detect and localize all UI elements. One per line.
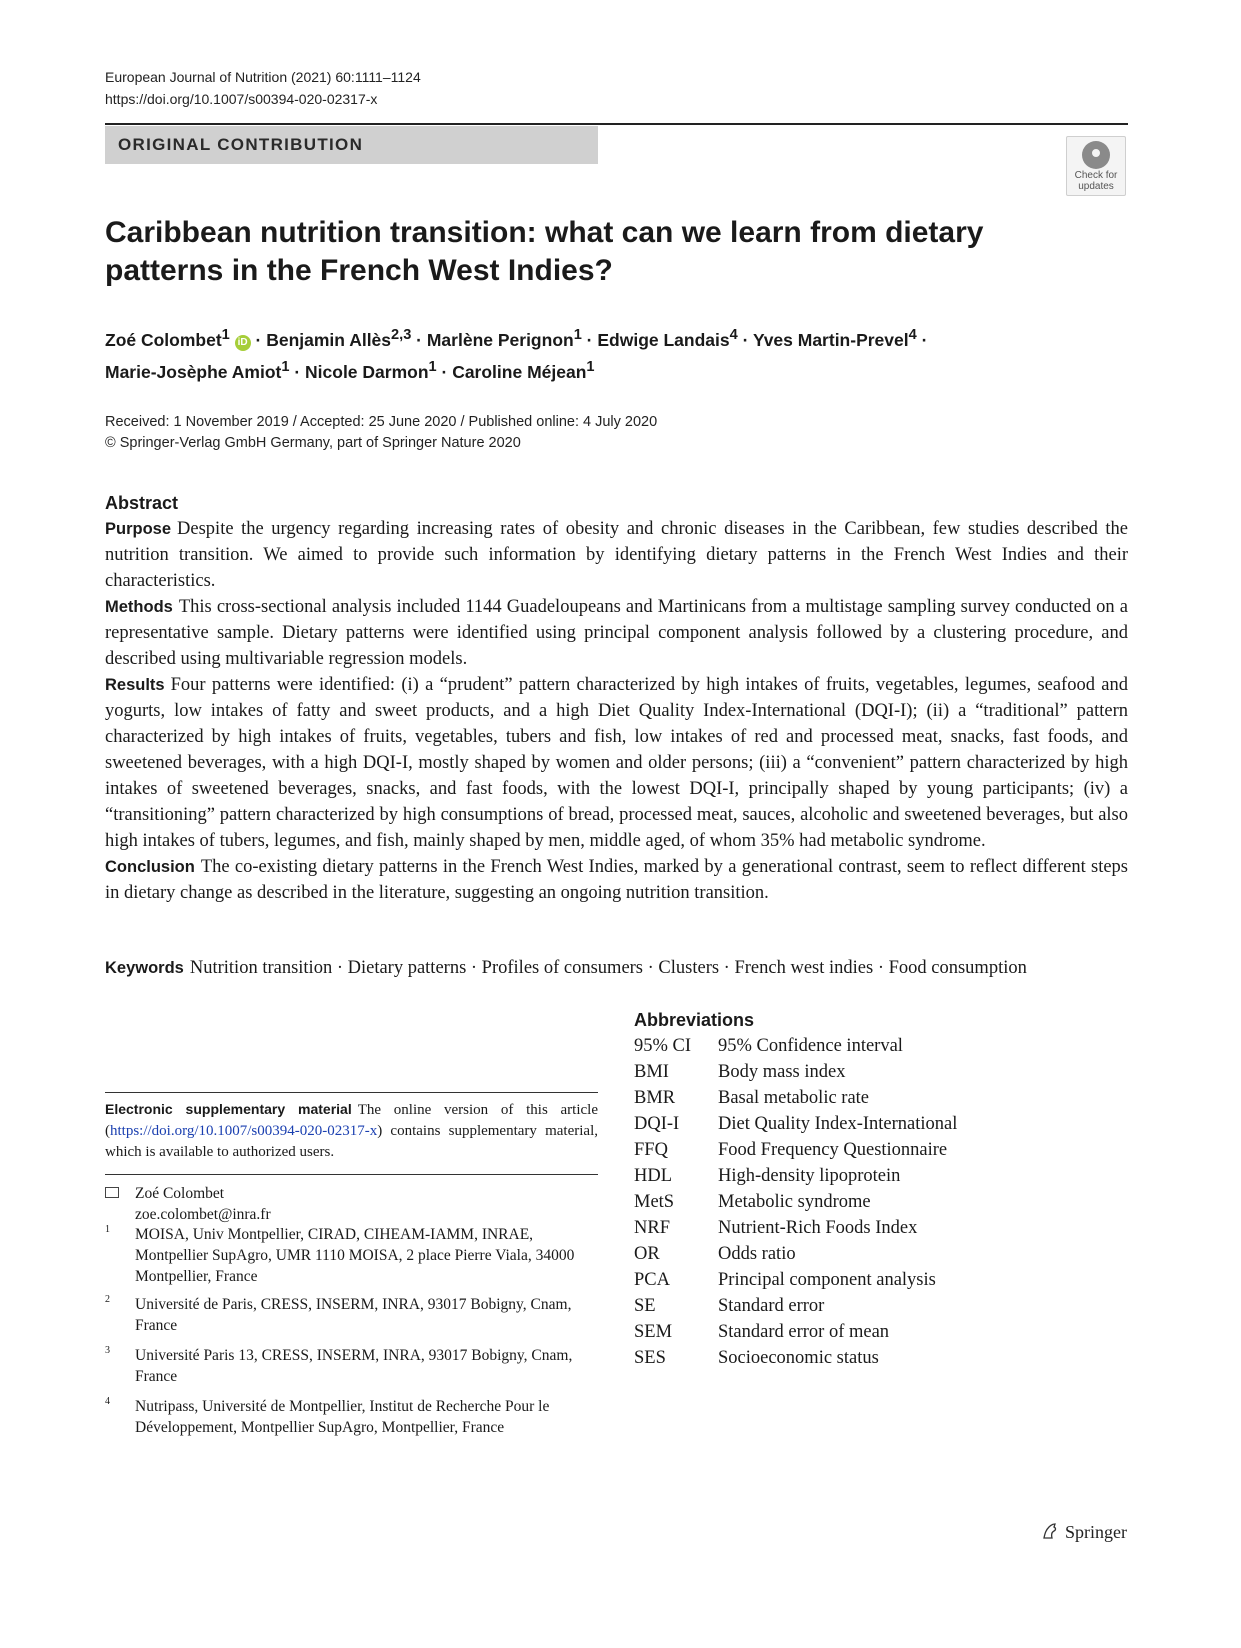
abbreviation-row: [634, 1189, 1128, 1215]
affiliation-number: 1: [105, 1224, 110, 1235]
author-name[interactable]: Benjamin Allès: [266, 329, 392, 350]
abstract-results: [105, 672, 1128, 854]
contact-name: Zoé Colombet: [135, 1185, 225, 1202]
abbreviation-definition: Standard error: [718, 1296, 825, 1316]
doi-link[interactable]: https://doi.org/10.1007/s00394-020-02317-x: [105, 91, 378, 107]
author-name[interactable]: Edwige Landais: [597, 329, 730, 350]
header-rule: [105, 123, 1128, 125]
keywords: [105, 955, 1135, 981]
abbreviation: OR: [634, 1244, 660, 1264]
results-text: Four patterns were identified: (i) a “prudent” pattern characterized by high intakes of fruits, vegetables, legumes, seafood and yogurts, low intakes of fatty and sweet products, and a high Diet Quality Index-International (DQI-I); (ii) a “traditional” pattern characterized by high intakes of fruits, vegetables, tubers and fish, low intakes of red and processed meat, snacks, fast foods, and sweetened beverages, with a high DQI-I, mostly shaped by women and older persons; (iii) a “convenient” pattern characterized by high intakes of sweetened beverages, snacks, and fast foods, with the lowest DQI-I, principally shaped by young participants; (iv) a “transitioning” pattern characterized by high consumptions of bread, processed meat, sauces, alcoholic and sweetened beverages, but also high intakes of tubers, legumes, and fish, mainly shaped by men, middle aged, of whom 35% had metabolic syndrome.: [105, 675, 1128, 851]
affiliation-text: MOISA, Univ Montpellier, CIRAD, CIHEAM-IAMM, INRAE, Montpellier SupAgro, UMR 1110 MOISA, 2 place Pierre Viala, 34000 Montpellier, France: [135, 1226, 575, 1285]
abbreviation-row: [634, 1085, 1128, 1111]
conclusion-text: The co-existing dietary patterns in the French West Indies, marked by a generational contrast, seem to reflect different steps in dietary change as described in the literature, suggesting an ongoing nutrition transition.: [105, 857, 1128, 903]
abstract: [105, 490, 1128, 906]
author-affil-sup: 1: [281, 358, 290, 375]
affiliation: [105, 1294, 575, 1336]
abbreviation-row: [634, 1137, 1128, 1163]
author-affil-sup: 1: [428, 358, 437, 375]
abbreviation-definition: Basal metabolic rate: [718, 1088, 870, 1108]
affiliation: [105, 1224, 575, 1287]
abbreviation: NRF: [634, 1218, 670, 1238]
publisher-name: Springer: [1065, 1522, 1127, 1542]
methods-text: This cross-sectional analysis included 1144 Guadeloupeans and Martinicans from a multistage sampling survey conducted on a representative sample. Dietary patterns were identified using principal component analysis followed by a clustering procedure, and described using multivariable regression models.: [105, 597, 1128, 669]
abbreviation: BMR: [634, 1088, 676, 1108]
orcid-icon[interactable]: iD: [235, 335, 251, 351]
keywords-label: Keywords: [105, 959, 184, 977]
affiliation-rule: [105, 1174, 598, 1175]
section-banner: ORIGINAL CONTRIBUTION: [105, 126, 598, 164]
abbreviation-definition: Diet Quality Index-International: [718, 1114, 958, 1134]
envelope-icon: [105, 1187, 119, 1198]
author-affil-sup: 4: [908, 327, 917, 343]
author-affil-sup: 1: [573, 327, 582, 343]
abbreviation: SES: [634, 1348, 666, 1368]
abbreviation-definition: 95% Confidence interval: [718, 1036, 903, 1056]
abbreviation-definition: Food Frequency Questionnaire: [718, 1140, 948, 1160]
conclusion-label: Conclusion: [105, 858, 195, 876]
check-updates-label-1: Check for: [1074, 170, 1118, 181]
received-accepted-line: Received: 1 November 2019 / Accepted: 25 June 2020 / Published online: 4 July 2020: [105, 414, 658, 430]
author-affil-sup: 1: [221, 327, 230, 343]
author-name[interactable]: Yves Martin-Prevel: [752, 329, 909, 350]
author-affil-sup: 1: [586, 358, 595, 375]
abbreviation: FFQ: [634, 1140, 668, 1160]
supplementary-text-before: The online version of this article (: [105, 1102, 598, 1139]
contact-email[interactable]: zoe.colombet@inra.fr: [135, 1206, 271, 1223]
abbreviation-definition: Metabolic syndrome: [718, 1192, 871, 1212]
abstract-conclusion: [105, 854, 1128, 906]
abbreviation-definition: Nutrient-Rich Foods Index: [718, 1218, 918, 1238]
affiliation-number: 2: [105, 1294, 110, 1305]
affiliation-number: 4: [105, 1396, 110, 1407]
keywords-text: Nutrition transition · Dietary patterns · Profiles of consumers · Clusters · French west indies · Food consumption: [189, 958, 1027, 978]
article-title: [105, 214, 1005, 290]
abbreviation-definition: Standard error of mean: [718, 1322, 890, 1342]
title-line-1: Caribbean nutrition transition: what can we learn from dietary: [105, 216, 984, 249]
supplementary-label: Electronic supplementary material: [105, 1101, 352, 1117]
abbreviation-definition: Socioeconomic status: [718, 1348, 879, 1368]
abstract-heading: Abstract: [105, 493, 179, 513]
title-line-2: patterns in the French West Indies?: [105, 254, 613, 287]
affiliation-text: Nutripass, Université de Montpellier, Institut de Recherche Pour le Développement, Montpellier SupAgro, Montpellier, France: [135, 1398, 550, 1436]
author-name[interactable]: Marlène Perignon: [426, 329, 574, 350]
journal-header: [105, 66, 421, 110]
abbreviation: SEM: [634, 1322, 673, 1342]
abbreviation-definition: Body mass index: [718, 1062, 846, 1082]
abbreviation-row: [634, 1215, 1128, 1241]
abbreviation: DQI-I: [634, 1114, 680, 1134]
author-list: Zoé Colombet$^1$ iD · Benjamin Allès$^{2,3}$ · Marlène Perignon$^1$ · Edwige Landais$^4$ · Yves Martin-Prevel$^4$ · Marie-Josèphe Amiot$^1$ · Nicole Darmon$^1$ · Caroline Méjean$^1$: [105, 327, 928, 382]
affiliation-number: 3: [105, 1345, 110, 1356]
results-label: Results: [105, 676, 165, 694]
publisher-logo: [1040, 1520, 1127, 1544]
abbreviation-row: [634, 1345, 1128, 1371]
abbreviation: BMI: [634, 1062, 669, 1082]
abbreviation-row: [634, 1111, 1128, 1137]
abstract-purpose: [105, 516, 1128, 594]
author-name[interactable]: Marie-Josèphe Amiot: [105, 361, 282, 382]
author-name[interactable]: Zoé Colombet: [105, 329, 222, 350]
supplementary-rule: [105, 1092, 598, 1093]
publication-dates: [105, 412, 657, 454]
abbreviation-row: [634, 1163, 1128, 1189]
author-affil-sup: 4: [729, 327, 738, 343]
supplementary-material-note: [105, 1099, 598, 1163]
affiliation: [105, 1396, 575, 1438]
affiliation-text: Université Paris 13, CRESS, INSERM, INRA, 93017 Bobigny, Cnam, France: [135, 1347, 573, 1385]
affiliation: [105, 1345, 575, 1387]
springer-horse-icon: [1040, 1521, 1060, 1541]
abbreviation-row: [634, 1059, 1128, 1085]
abstract-methods: [105, 594, 1128, 672]
abbreviation: MetS: [634, 1192, 675, 1212]
check-updates-icon: [1082, 141, 1110, 169]
journal-citation: European Journal of Nutrition (2021) 60:1111–1124: [105, 69, 421, 85]
abbreviations: [634, 1007, 1128, 1371]
abbreviation-row: [634, 1033, 1128, 1059]
supplementary-doi-link[interactable]: https://doi.org/10.1007/s00394-020-02317-x: [110, 1123, 378, 1139]
purpose-text: Despite the urgency regarding increasing rates of obesity and chronic diseases in the Caribbean, few studies described the nutrition transition. We aimed to provide such information by identifying dietary patterns in the French West Indies and their characteristics.: [105, 519, 1128, 591]
affiliation-text: Université de Paris, CRESS, INSERM, INRA, 93017 Bobigny, Cnam, France: [135, 1296, 572, 1334]
abbreviation-definition: Principal component analysis: [718, 1270, 936, 1290]
abbreviation-definition: High-density lipoprotein: [718, 1166, 901, 1186]
author-name[interactable]: Nicole Darmon: [305, 361, 429, 382]
copyright-line: © Springer-Verlag GmbH Germany, part of Springer Nature 2020: [105, 435, 521, 451]
author-name[interactable]: Caroline Méjean: [452, 361, 587, 382]
abbreviation: PCA: [634, 1270, 670, 1290]
abbreviation-row: [634, 1293, 1128, 1319]
abbreviation: SE: [634, 1296, 656, 1316]
abbreviations-heading: Abbreviations: [634, 1010, 755, 1030]
abbreviation: HDL: [634, 1166, 673, 1186]
corresponding-author: [105, 1183, 271, 1225]
abbreviation-row: [634, 1319, 1128, 1345]
purpose-label: Purpose: [105, 520, 172, 538]
abbreviation-row: [634, 1267, 1128, 1293]
methods-label: Methods: [105, 598, 173, 616]
abbreviation: 95% CI: [634, 1036, 692, 1056]
author-affil-sup: 2,3: [391, 327, 412, 343]
check-updates-label-2: updates: [1078, 181, 1114, 192]
abbreviation-definition: Odds ratio: [718, 1244, 796, 1264]
abbreviation-row: [634, 1241, 1128, 1267]
check-for-updates-badge[interactable]: [1066, 136, 1126, 196]
supplementary-text-after: ) contains supplementary material, which is available to authorized users.: [105, 1123, 598, 1160]
